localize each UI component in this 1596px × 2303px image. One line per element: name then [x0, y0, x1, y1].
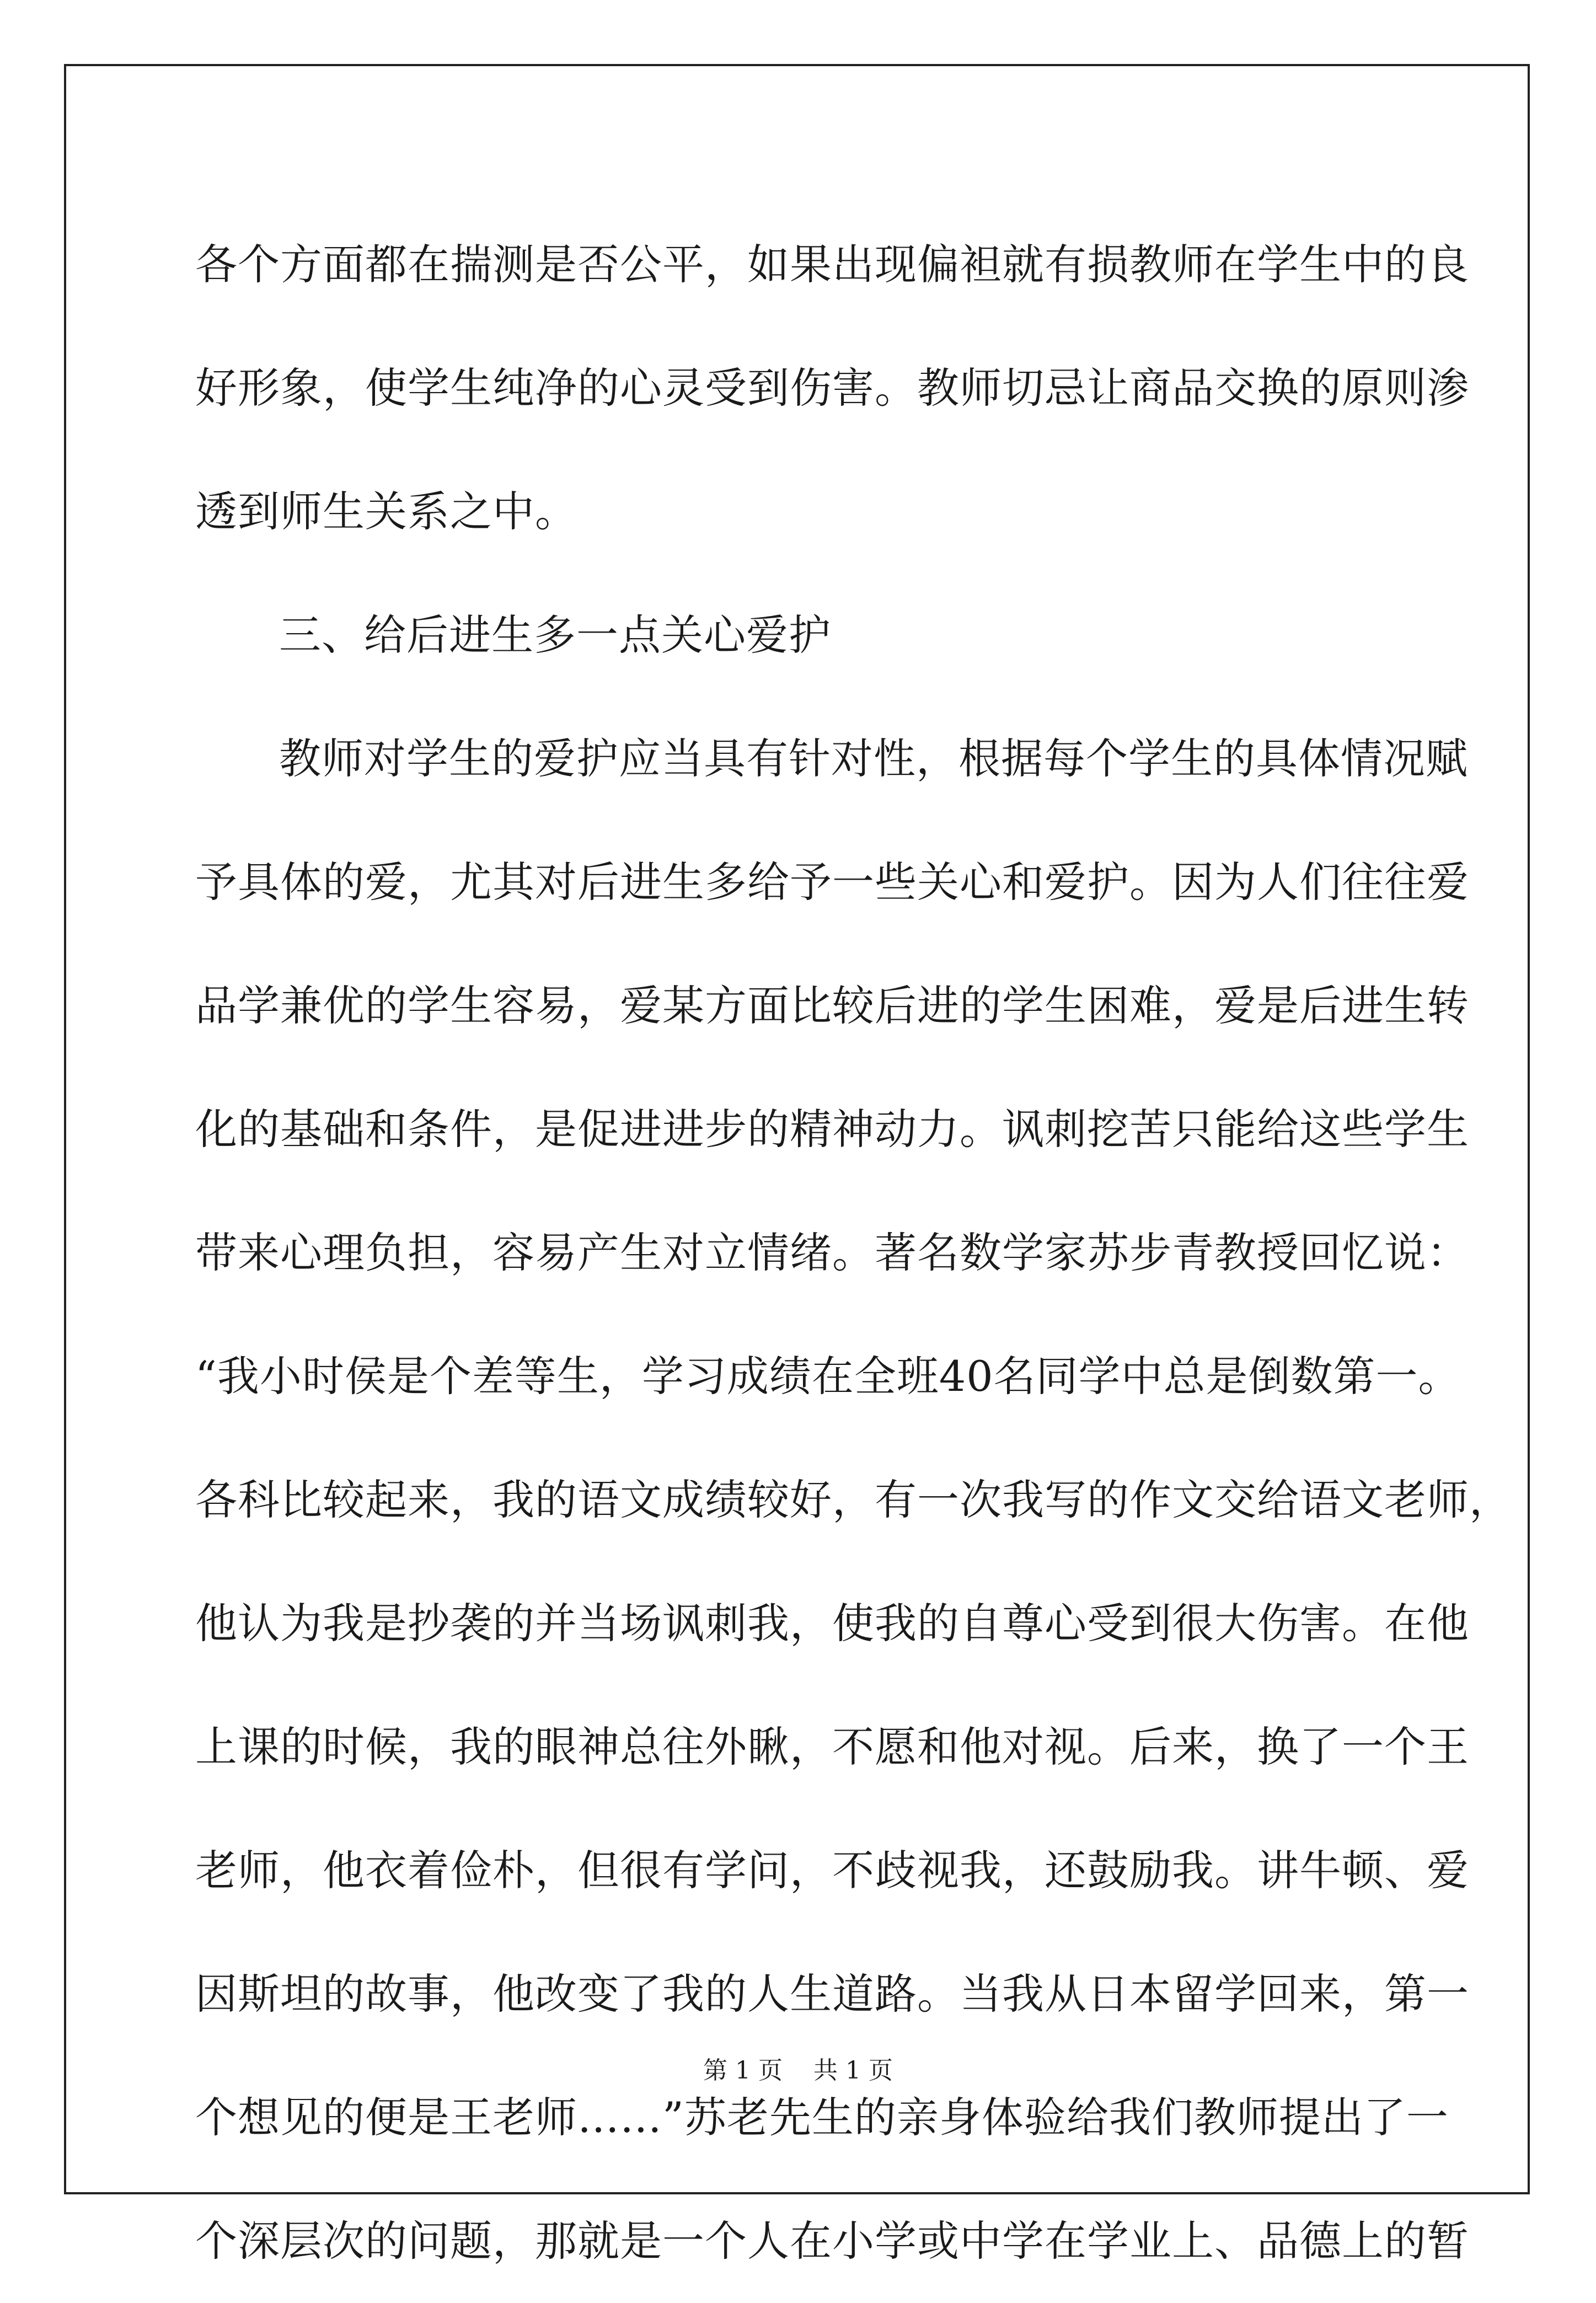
text-line: 品学兼优的学生容易，爱某方面比较后进的学生困难，爱是后进生转 [195, 981, 1469, 1030]
text-line: 予具体的爱，尤其对后进生多给予一些关心和爱护。因为人们往往爱 [195, 858, 1469, 907]
text-line: 因斯坦的故事，他改变了我的人生道路。当我从日本留学回来，第一 [195, 1969, 1469, 2018]
text-line: “我小时侯是个差等生，学习成绩在全班40名同学中总是倒数第一。 [195, 1352, 1461, 1401]
text-line: 各科比较起来，我的语文成绩较好，有一次我写的作文交给语文老师， [195, 1475, 1512, 1524]
paragraph-first-line: 教师对学生的爱护应当具有针对性，根据每个学生的具体情况赋 [279, 734, 1468, 783]
text-line: 透到师生关系之中。 [195, 487, 577, 536]
text-line: 个深层次的问题，那就是一个人在小学或中学在学业上、品德上的暂 [195, 2216, 1469, 2265]
text-line: 个想见的便是王老师……”苏老先生的亲身体验给我们教师提出了一 [195, 2093, 1449, 2142]
document-body [195, 203, 1512, 2303]
text-line: 带来心理负担，容易产生对立情绪。著名数学家苏步青教授回忆说： [195, 1228, 1469, 1277]
text-line: 好形象，使学生纯净的心灵受到伤害。教师切忌让商品交换的原则渗 [195, 363, 1469, 413]
text-line: 上课的时候，我的眼神总往外瞅，不愿和他对视。后来，换了一个王 [195, 1722, 1469, 1771]
section-heading: 三、给后进生多一点关心爱护 [279, 610, 831, 660]
text-line: 各个方面都在揣测是否公平，如果出现偏袒就有损教师在学生中的良 [195, 240, 1469, 289]
text-line: 他认为我是抄袭的并当场讽刺我，使我的自尊心受到很大伤害。在他 [195, 1599, 1469, 1648]
text-line: 化的基础和条件，是促进进步的精神动力。讽刺挖苦只能给这些学生 [195, 1105, 1469, 1154]
page-footer: 第 1 页 共 1 页 [703, 2056, 893, 2085]
text-line: 老师，他衣着俭朴，但很有学问，不歧视我，还鼓励我。讲牛顿、爱 [195, 1846, 1469, 1895]
